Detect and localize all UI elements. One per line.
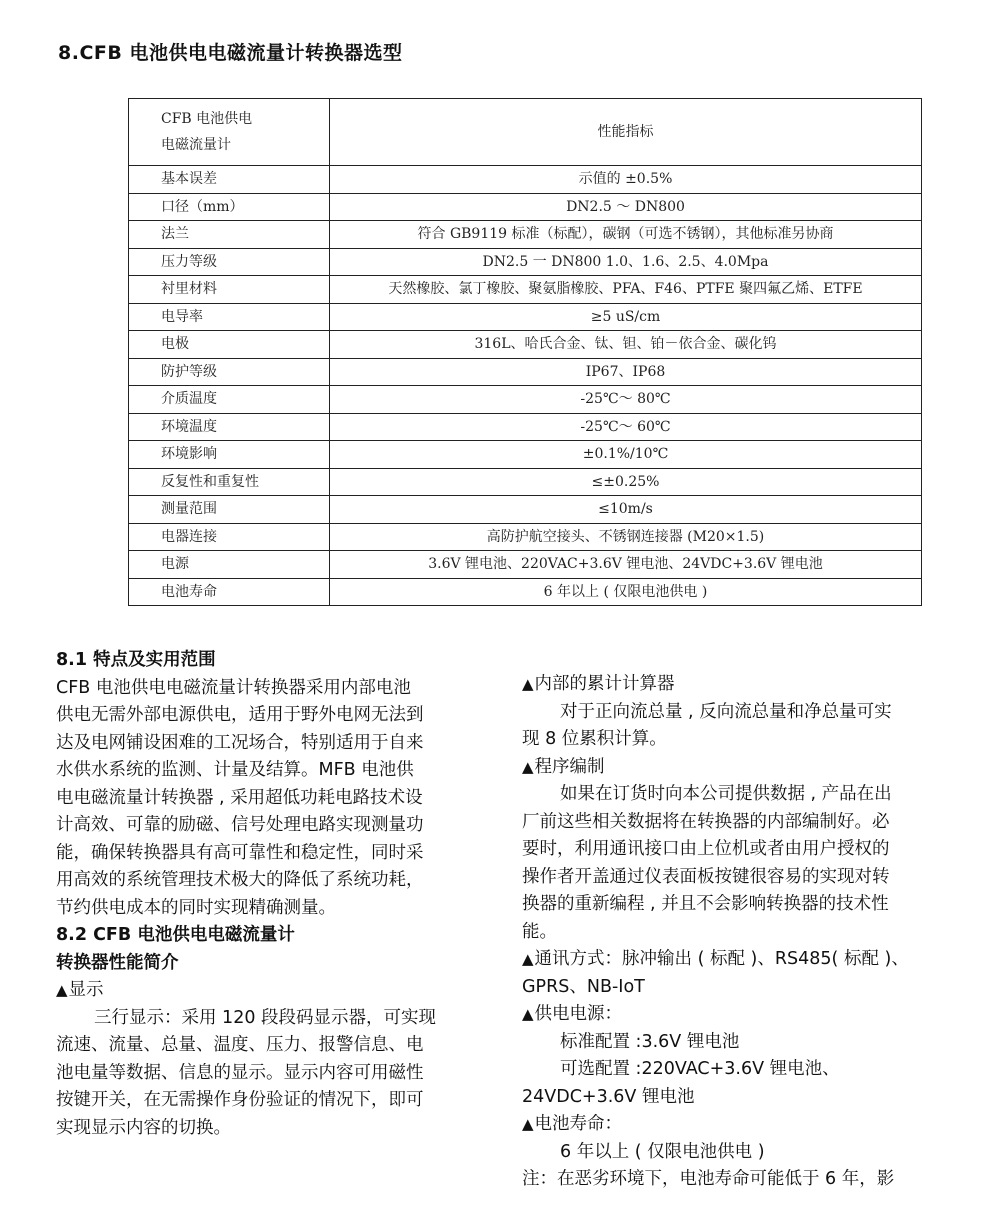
triangle-bullet-icon: ▲ bbox=[522, 1115, 534, 1133]
spec-table-row bbox=[129, 276, 922, 304]
left-column bbox=[56, 647, 486, 1142]
triangle-bullet-icon: ▲ bbox=[522, 675, 534, 693]
text-line: 能，确保转换器具有高可靠性和稳定性，同时采 bbox=[56, 842, 424, 863]
spec-param-name: 电器连接 bbox=[129, 523, 330, 551]
spec-table-row bbox=[129, 303, 922, 331]
communication-line-2: GPRS、NB-IoT bbox=[522, 976, 645, 997]
spec-param-value: 天然橡胶、氯丁橡胶、聚氨脂橡胶、PFA、F46、PTFE 聚四氟乙烯、ETFE bbox=[330, 276, 922, 304]
spec-table-row bbox=[129, 413, 922, 441]
text-line: 实现显示内容的切换。 bbox=[56, 1117, 231, 1138]
power-subheading: ▲供电电源： bbox=[522, 1004, 623, 1024]
right-column bbox=[522, 671, 952, 1194]
spec-table bbox=[128, 98, 922, 606]
spec-table-row bbox=[129, 386, 922, 414]
spec-table-header-row bbox=[129, 99, 922, 166]
text-line: 现 8 位累积计算。 bbox=[522, 729, 667, 749]
spec-table-row bbox=[129, 441, 922, 469]
spec-param-name: 电池寿命 bbox=[129, 578, 330, 606]
spec-table-row bbox=[129, 578, 922, 606]
spec-param-value: DN2.5 一 DN800 1.0、1.6、2.5、4.0Mpa bbox=[330, 248, 922, 276]
text-line: 用高效的系统管理技术极大的降低了系统功耗， bbox=[56, 870, 424, 890]
spec-header-performance: 性能指标 bbox=[330, 99, 922, 166]
power-optional: 可选配置 :220VAC+3.6V 锂电池、 bbox=[560, 1059, 840, 1079]
text-line: 能。 bbox=[522, 921, 557, 942]
spec-param-value: 高防护航空接头、不锈钢连接器 (M20×1.5) bbox=[330, 523, 922, 551]
spec-param-value: -25℃～ 80℃ bbox=[330, 386, 922, 414]
spec-header-product bbox=[129, 99, 330, 166]
spec-param-name: 法兰 bbox=[129, 221, 330, 249]
text-line: 节约供电成本的同时实现精确测量。 bbox=[56, 897, 336, 918]
text-line: CFB 电池供电电磁流量计转换器采用内部电池 bbox=[56, 677, 411, 698]
display-subheading: ▲显示 bbox=[56, 980, 104, 1000]
spec-table-row bbox=[129, 248, 922, 276]
section-8-2-heading-line1: 8.2 CFB 电池供电电磁流量计 bbox=[56, 925, 295, 945]
spec-param-value: ±0.1%/10℃ bbox=[330, 441, 922, 469]
section-8-1-body bbox=[56, 675, 486, 923]
text-line: 达及电网铺设困难的工况场合，特别适用于自来 bbox=[56, 732, 424, 753]
spec-param-name: 基本误差 bbox=[129, 166, 330, 194]
spec-param-name: 衬里材料 bbox=[129, 276, 330, 304]
spec-param-value: ≥5 uS/cm bbox=[330, 303, 922, 331]
spec-param-value: 316L、哈氏合金、钛、钽、铂－依合金、碳化钨 bbox=[330, 331, 922, 359]
text-line: 换器的重新编程 , 并且不会影响转换器的技术性 bbox=[522, 894, 889, 914]
spec-param-value: -25℃～ 60℃ bbox=[330, 413, 922, 441]
section-8-2-heading-line2: 转换器性能简介 bbox=[56, 952, 179, 973]
spec-param-name: 测量范围 bbox=[129, 496, 330, 524]
spec-param-value: 符合 GB9119 标准（标配），碳钢（可选不锈钢），其他标准另协商 bbox=[330, 221, 922, 249]
text-line: 计高效、可靠的励磁、信号处理电路实现测量功 bbox=[56, 815, 424, 835]
spec-param-name: 防护等级 bbox=[129, 358, 330, 386]
spec-param-name: 口径（mm） bbox=[129, 193, 330, 221]
spec-header-product-line1: CFB 电池供电 bbox=[161, 111, 253, 127]
battery-subheading: ▲电池寿命： bbox=[522, 1114, 623, 1134]
triangle-bullet-icon: ▲ bbox=[522, 757, 534, 776]
spec-param-value: 3.6V 锂电池、220VAC+3.6V 锂电池、24VDC+3.6V 锂电池 bbox=[330, 551, 922, 579]
power-standard: 标准配置 :3.6V 锂电池 bbox=[560, 1031, 740, 1052]
communication-line: ▲通讯方式：脉冲输出 ( 标配 )、RS485( 标配 )、 bbox=[522, 949, 909, 969]
totalizer-body bbox=[522, 699, 952, 754]
spec-param-value: 示值的 ±0.5% bbox=[330, 166, 922, 194]
spec-param-value: ≤10m/s bbox=[330, 496, 922, 524]
text-line: 池电量等数据、信息的显示。显示内容可用磁性 bbox=[56, 1062, 424, 1083]
text-line: 对于正向流总量 , 反向流总量和净总量可实 bbox=[560, 701, 892, 722]
spec-param-name: 电导率 bbox=[129, 303, 330, 331]
spec-header-product-line2: 电磁流量计 bbox=[161, 137, 231, 153]
spec-param-name: 环境温度 bbox=[129, 413, 330, 441]
spec-param-name: 电极 bbox=[129, 331, 330, 359]
spec-param-value: IP67、IP68 bbox=[330, 358, 922, 386]
spec-table-row bbox=[129, 551, 922, 579]
text-line: 流速、流量、总量、温度、压力、报警信息、电 bbox=[56, 1035, 424, 1055]
text-line: 厂前这些相关数据将在转换器的内部编制好。必 bbox=[522, 811, 890, 832]
spec-table-row bbox=[129, 468, 922, 496]
page-title: 8.CFB 电池供电电磁流量计转换器选型 bbox=[58, 42, 403, 64]
spec-param-value: ≤±0.25% bbox=[330, 468, 922, 496]
battery-note: 注：在恶劣环境下，电池寿命可能低于 6 年，影 bbox=[522, 1169, 895, 1189]
text-line: 三行显示：采用 120 段段码显示器，可实现 bbox=[94, 1007, 437, 1028]
triangle-bullet-icon: ▲ bbox=[56, 981, 68, 999]
text-line: 如果在订货时向本公司提供数据 , 产品在出 bbox=[560, 784, 892, 804]
text-line: 供电无需外部电源供电，适用于野外电网无法到 bbox=[56, 705, 424, 725]
section-8-1-heading: 8.1 特点及实用范围 bbox=[56, 650, 216, 670]
text-line: 电电磁流量计转换器 , 采用超低功耗电路技术设 bbox=[56, 787, 423, 808]
spec-param-name: 电源 bbox=[129, 551, 330, 579]
spec-table-row bbox=[129, 358, 922, 386]
spec-table-row bbox=[129, 221, 922, 249]
text-line: 操作者开盖通过仪表面板按键很容易的实现对转 bbox=[522, 866, 890, 887]
programming-body bbox=[522, 781, 952, 946]
display-body bbox=[56, 1005, 486, 1143]
spec-param-name: 反复性和重复性 bbox=[129, 468, 330, 496]
battery-value: 6 年以上 ( 仅限电池供电 ) bbox=[560, 1141, 765, 1162]
spec-table-row bbox=[129, 331, 922, 359]
spec-param-value: DN2.5 ～ DN800 bbox=[330, 193, 922, 221]
spec-table-row bbox=[129, 496, 922, 524]
triangle-bullet-icon: ▲ bbox=[522, 1005, 534, 1023]
text-line: 按键开关，在无需操作身份验证的情况下，即可 bbox=[56, 1090, 424, 1110]
totalizer-subheading: ▲内部的累计计算器 bbox=[522, 674, 675, 694]
spec-param-name: 介质温度 bbox=[129, 386, 330, 414]
text-line: 水供水系统的监测、计量及结算。MFB 电池供 bbox=[56, 760, 414, 780]
spec-table-row bbox=[129, 166, 922, 194]
triangle-bullet-icon: ▲ bbox=[522, 950, 534, 968]
spec-param-name: 环境影响 bbox=[129, 441, 330, 469]
spec-param-value: 6 年以上 ( 仅限电池供电 ) bbox=[330, 578, 922, 606]
programming-subheading: ▲程序编制 bbox=[522, 756, 605, 777]
spec-table-row bbox=[129, 523, 922, 551]
power-optional-2: 24VDC+3.6V 锂电池 bbox=[522, 1086, 695, 1107]
text-line: 要时，利用通讯接口由上位机或者由用户授权的 bbox=[522, 839, 890, 859]
spec-param-name: 压力等级 bbox=[129, 248, 330, 276]
spec-table-row bbox=[129, 193, 922, 221]
